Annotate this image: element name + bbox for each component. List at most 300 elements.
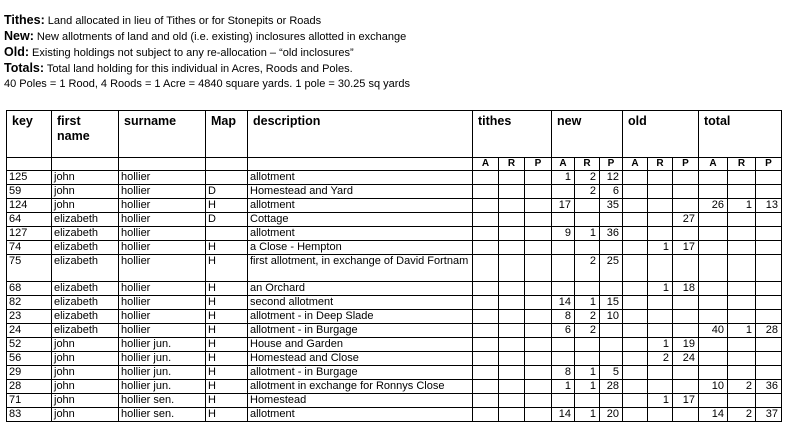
- unit-blank: [119, 158, 206, 171]
- cell-map: H: [206, 310, 248, 324]
- cell-new-poles: [600, 282, 623, 296]
- cell-total-acres: [699, 213, 728, 227]
- table-row: [7, 255, 782, 282]
- cell-total-poles: [756, 338, 782, 352]
- cell-old-poles: [673, 185, 699, 199]
- cell-new-roods: 1: [575, 296, 600, 310]
- cell-new-roods: 1: [575, 380, 600, 394]
- cell-description: allotment in exchange for Ronnys Close: [248, 380, 473, 394]
- cell-old-acres: [623, 171, 648, 185]
- cell-total-acres: [699, 338, 728, 352]
- cell-total-acres: [699, 185, 728, 199]
- cell-surname: hollier: [119, 171, 206, 185]
- cell-first-name: john: [52, 408, 119, 422]
- unit-blank: [52, 158, 119, 171]
- cell-tithes-acres: [473, 241, 499, 255]
- cell-old-roods: [648, 408, 673, 422]
- cell-old-acres: [623, 296, 648, 310]
- cell-new-poles: [600, 338, 623, 352]
- cell-description: Cottage: [248, 213, 473, 227]
- cell-old-roods: [648, 199, 673, 213]
- cell-tithes-poles: [525, 199, 552, 213]
- cell-new-acres: [552, 394, 575, 408]
- cell-map: H: [206, 338, 248, 352]
- cell-total-poles: [756, 255, 782, 282]
- legend-old: [4, 44, 784, 60]
- cell-description: Homestead and Yard: [248, 185, 473, 199]
- cell-old-roods: [648, 324, 673, 338]
- cell-total-roods: [728, 227, 756, 241]
- cell-new-poles: [600, 324, 623, 338]
- cell-new-roods: [575, 241, 600, 255]
- cell-surname: hollier jun.: [119, 380, 206, 394]
- cell-description: allotment - in Burgage: [248, 366, 473, 380]
- cell-map: H: [206, 352, 248, 366]
- cell-old-acres: [623, 213, 648, 227]
- cell-tithes-acres: [473, 324, 499, 338]
- cell-key: 82: [7, 296, 52, 310]
- cell-new-acres: 17: [552, 199, 575, 213]
- table-row: [7, 171, 782, 185]
- cell-map: H: [206, 380, 248, 394]
- cell-new-poles: 15: [600, 296, 623, 310]
- cell-surname: hollier: [119, 310, 206, 324]
- legend-text: Land allocated in lieu of Tithes or for Stonepits or Roads: [44, 15, 322, 27]
- cell-surname: hollier jun.: [119, 352, 206, 366]
- cell-total-acres: [699, 394, 728, 408]
- cell-map: H: [206, 241, 248, 255]
- cell-tithes-roods: [499, 310, 525, 324]
- table-body: [7, 171, 782, 422]
- table-row: [7, 213, 782, 227]
- cell-tithes-acres: [473, 171, 499, 185]
- cell-old-roods: [648, 255, 673, 282]
- cell-first-name: john: [52, 352, 119, 366]
- cell-map: H: [206, 366, 248, 380]
- cell-first-name: elizabeth: [52, 213, 119, 227]
- table-row: [7, 241, 782, 255]
- cell-tithes-acres: [473, 227, 499, 241]
- cell-key: 125: [7, 171, 52, 185]
- cell-old-poles: [673, 227, 699, 241]
- cell-old-poles: [673, 171, 699, 185]
- cell-total-roods: 1: [728, 199, 756, 213]
- cell-total-roods: [728, 171, 756, 185]
- cell-key: 56: [7, 352, 52, 366]
- cell-old-acres: [623, 366, 648, 380]
- cell-total-roods: [728, 394, 756, 408]
- cell-old-roods: [648, 227, 673, 241]
- cell-first-name: elizabeth: [52, 282, 119, 296]
- cell-tithes-acres: [473, 199, 499, 213]
- table-row: [7, 352, 782, 366]
- cell-map: H: [206, 394, 248, 408]
- cell-surname: hollier: [119, 324, 206, 338]
- cell-new-acres: [552, 185, 575, 199]
- cell-total-poles: 13: [756, 199, 782, 213]
- cell-total-poles: 37: [756, 408, 782, 422]
- cell-total-poles: [756, 394, 782, 408]
- legend-text: New allotments of land and old (i.e. existing) inclosures allotted in exchange: [33, 31, 407, 43]
- table-row: [7, 380, 782, 394]
- cell-total-acres: 14: [699, 408, 728, 422]
- cell-total-roods: [728, 366, 756, 380]
- cell-new-poles: 12: [600, 171, 623, 185]
- cell-new-poles: [600, 241, 623, 255]
- cell-old-roods: 1: [648, 241, 673, 255]
- cell-new-roods: 2: [575, 171, 600, 185]
- cell-old-acres: [623, 255, 648, 282]
- cell-old-roods: 2: [648, 352, 673, 366]
- cell-old-poles: 27: [673, 213, 699, 227]
- cell-map: H: [206, 296, 248, 310]
- cell-total-poles: [756, 213, 782, 227]
- cell-new-acres: [552, 255, 575, 282]
- cell-new-roods: [575, 394, 600, 408]
- cell-total-acres: [699, 255, 728, 282]
- cell-old-acres: [623, 394, 648, 408]
- cell-new-acres: [552, 282, 575, 296]
- cell-old-poles: 19: [673, 338, 699, 352]
- unit-roods: R: [575, 158, 600, 171]
- cell-old-poles: [673, 310, 699, 324]
- unit-roods: R: [648, 158, 673, 171]
- cell-first-name: john: [52, 199, 119, 213]
- legend-term: Old:: [4, 45, 29, 59]
- unit-roods: R: [728, 158, 756, 171]
- cell-total-roods: 1: [728, 324, 756, 338]
- cell-old-roods: [648, 213, 673, 227]
- table-row: [7, 296, 782, 310]
- cell-key: 59: [7, 185, 52, 199]
- legend-term: New:: [4, 29, 34, 43]
- cell-key: 52: [7, 338, 52, 352]
- cell-new-poles: [600, 394, 623, 408]
- cell-key: 124: [7, 199, 52, 213]
- cell-surname: hollier: [119, 296, 206, 310]
- cell-total-roods: [728, 310, 756, 324]
- cell-map: D: [206, 185, 248, 199]
- cell-total-acres: [699, 227, 728, 241]
- cell-map: H: [206, 324, 248, 338]
- unit-poles: P: [600, 158, 623, 171]
- cell-new-roods: 1: [575, 408, 600, 422]
- cell-total-poles: [756, 241, 782, 255]
- col-total: total: [699, 111, 782, 158]
- cell-tithes-acres: [473, 394, 499, 408]
- unit-poles: P: [525, 158, 552, 171]
- cell-new-acres: 8: [552, 310, 575, 324]
- cell-tithes-roods: [499, 366, 525, 380]
- legend-term: Tithes:: [4, 13, 45, 27]
- cell-total-poles: [756, 310, 782, 324]
- cell-tithes-roods: [499, 408, 525, 422]
- cell-map: [206, 227, 248, 241]
- cell-new-poles: 20: [600, 408, 623, 422]
- cell-total-roods: 2: [728, 408, 756, 422]
- table-row: [7, 394, 782, 408]
- cell-surname: hollier sen.: [119, 408, 206, 422]
- cell-first-name: elizabeth: [52, 227, 119, 241]
- cell-old-acres: [623, 310, 648, 324]
- cell-key: 127: [7, 227, 52, 241]
- unit-poles: P: [756, 158, 782, 171]
- cell-description: first allotment, in exchange of David Fortnam: [248, 255, 473, 282]
- cell-total-poles: [756, 282, 782, 296]
- table-row: [7, 324, 782, 338]
- cell-old-poles: [673, 366, 699, 380]
- cell-first-name: john: [52, 338, 119, 352]
- cell-first-name: elizabeth: [52, 324, 119, 338]
- unit-acres: A: [699, 158, 728, 171]
- cell-tithes-roods: [499, 380, 525, 394]
- unit-header-row: [7, 158, 782, 171]
- cell-old-roods: [648, 171, 673, 185]
- cell-key: 23: [7, 310, 52, 324]
- cell-tithes-roods: [499, 394, 525, 408]
- cell-tithes-poles: [525, 338, 552, 352]
- cell-total-roods: [728, 185, 756, 199]
- cell-new-roods: [575, 352, 600, 366]
- cell-new-acres: [552, 213, 575, 227]
- cell-tithes-roods: [499, 352, 525, 366]
- cell-description: allotment: [248, 199, 473, 213]
- cell-tithes-acres: [473, 408, 499, 422]
- cell-new-acres: [552, 338, 575, 352]
- cell-old-acres: [623, 324, 648, 338]
- cell-old-roods: [648, 296, 673, 310]
- col-old: old: [623, 111, 699, 158]
- cell-total-acres: [699, 171, 728, 185]
- cell-new-roods: [575, 282, 600, 296]
- cell-tithes-poles: [525, 255, 552, 282]
- cell-new-roods: 2: [575, 324, 600, 338]
- cell-tithes-acres: [473, 380, 499, 394]
- cell-total-poles: [756, 227, 782, 241]
- cell-old-poles: 17: [673, 394, 699, 408]
- table-row: [7, 408, 782, 422]
- cell-total-acres: [699, 241, 728, 255]
- cell-total-poles: [756, 352, 782, 366]
- cell-old-poles: 24: [673, 352, 699, 366]
- cell-new-poles: 35: [600, 199, 623, 213]
- cell-tithes-acres: [473, 282, 499, 296]
- cell-surname: hollier: [119, 185, 206, 199]
- cell-total-acres: [699, 310, 728, 324]
- cell-tithes-poles: [525, 310, 552, 324]
- col-new: new: [552, 111, 623, 158]
- cell-old-roods: 1: [648, 394, 673, 408]
- cell-old-roods: 1: [648, 338, 673, 352]
- cell-old-roods: [648, 380, 673, 394]
- cell-new-poles: [600, 352, 623, 366]
- cell-first-name: john: [52, 171, 119, 185]
- cell-new-poles: 6: [600, 185, 623, 199]
- unit-blank: [248, 158, 473, 171]
- cell-new-roods: 1: [575, 366, 600, 380]
- col-surname: surname: [119, 111, 206, 158]
- cell-tithes-acres: [473, 296, 499, 310]
- cell-new-roods: [575, 213, 600, 227]
- cell-tithes-poles: [525, 408, 552, 422]
- cell-map: D: [206, 213, 248, 227]
- cell-surname: hollier jun.: [119, 366, 206, 380]
- legend-term: Totals:: [4, 61, 45, 75]
- unit-blank: [206, 158, 248, 171]
- cell-new-acres: 1: [552, 380, 575, 394]
- cell-first-name: elizabeth: [52, 310, 119, 324]
- cell-map: H: [206, 282, 248, 296]
- cell-new-acres: 6: [552, 324, 575, 338]
- cell-old-acres: [623, 241, 648, 255]
- cell-total-roods: [728, 282, 756, 296]
- cell-total-poles: [756, 185, 782, 199]
- cell-description: allotment: [248, 171, 473, 185]
- cell-first-name: john: [52, 366, 119, 380]
- cell-new-acres: 9: [552, 227, 575, 241]
- cell-map: [206, 171, 248, 185]
- cell-description: a Close - Hempton: [248, 241, 473, 255]
- col-key: key: [7, 111, 52, 158]
- cell-key: 64: [7, 213, 52, 227]
- cell-total-poles: 36: [756, 380, 782, 394]
- cell-total-poles: [756, 296, 782, 310]
- cell-surname: hollier: [119, 213, 206, 227]
- table-row: [7, 227, 782, 241]
- cell-new-acres: 8: [552, 366, 575, 380]
- cell-key: 75: [7, 255, 52, 282]
- cell-old-poles: [673, 380, 699, 394]
- cell-tithes-acres: [473, 338, 499, 352]
- cell-new-roods: 2: [575, 185, 600, 199]
- cell-tithes-poles: [525, 227, 552, 241]
- cell-key: 24: [7, 324, 52, 338]
- cell-total-acres: 10: [699, 380, 728, 394]
- cell-surname: hollier: [119, 255, 206, 282]
- col-map: Map: [206, 111, 248, 158]
- cell-tithes-poles: [525, 324, 552, 338]
- cell-total-poles: [756, 366, 782, 380]
- cell-description: Homestead and Close: [248, 352, 473, 366]
- cell-surname: hollier: [119, 199, 206, 213]
- table-row: [7, 199, 782, 213]
- cell-tithes-roods: [499, 296, 525, 310]
- cell-first-name: elizabeth: [52, 255, 119, 282]
- unit-blank: [7, 158, 52, 171]
- cell-total-roods: [728, 338, 756, 352]
- unit-poles: P: [673, 158, 699, 171]
- cell-tithes-roods: [499, 282, 525, 296]
- cell-new-poles: 36: [600, 227, 623, 241]
- legend-text: Total land holding for this individual in Acres, Roods and Poles.: [44, 63, 353, 75]
- col-tithes: tithes: [473, 111, 552, 158]
- cell-total-acres: 40: [699, 324, 728, 338]
- cell-new-poles: 10: [600, 310, 623, 324]
- cell-old-poles: [673, 255, 699, 282]
- holdings-table-wrapper: [6, 110, 789, 426]
- cell-tithes-roods: [499, 227, 525, 241]
- table-row: [7, 282, 782, 296]
- cell-tithes-poles: [525, 171, 552, 185]
- cell-old-poles: [673, 324, 699, 338]
- cell-map: H: [206, 255, 248, 282]
- col-description: description: [248, 111, 473, 158]
- cell-new-poles: [600, 213, 623, 227]
- cell-description: second allotment: [248, 296, 473, 310]
- unit-acres: A: [473, 158, 499, 171]
- cell-key: 71: [7, 394, 52, 408]
- cell-new-acres: 1: [552, 171, 575, 185]
- cell-key: 74: [7, 241, 52, 255]
- cell-new-acres: 14: [552, 296, 575, 310]
- cell-description: allotment - in Deep Slade: [248, 310, 473, 324]
- table-row: [7, 338, 782, 352]
- cell-tithes-poles: [525, 185, 552, 199]
- unit-acres: A: [552, 158, 575, 171]
- legend-new: [4, 28, 784, 44]
- cell-tithes-roods: [499, 199, 525, 213]
- cell-tithes-acres: [473, 310, 499, 324]
- cell-map: H: [206, 199, 248, 213]
- cell-total-acres: [699, 282, 728, 296]
- cell-total-roods: [728, 296, 756, 310]
- cell-new-poles: 25: [600, 255, 623, 282]
- cell-tithes-acres: [473, 213, 499, 227]
- cell-first-name: john: [52, 380, 119, 394]
- cell-surname: hollier: [119, 241, 206, 255]
- cell-new-poles: 28: [600, 380, 623, 394]
- cell-old-acres: [623, 408, 648, 422]
- cell-description: allotment: [248, 408, 473, 422]
- cell-description: an Orchard: [248, 282, 473, 296]
- cell-old-poles: [673, 408, 699, 422]
- cell-old-poles: [673, 296, 699, 310]
- cell-description: Homestead: [248, 394, 473, 408]
- cell-first-name: elizabeth: [52, 241, 119, 255]
- cell-tithes-poles: [525, 241, 552, 255]
- cell-old-acres: [623, 185, 648, 199]
- cell-old-acres: [623, 380, 648, 394]
- cell-description: allotment - in Burgage: [248, 324, 473, 338]
- cell-tithes-poles: [525, 380, 552, 394]
- cell-first-name: john: [52, 185, 119, 199]
- cell-total-roods: [728, 352, 756, 366]
- cell-new-poles: 5: [600, 366, 623, 380]
- cell-new-acres: [552, 352, 575, 366]
- cell-old-acres: [623, 199, 648, 213]
- cell-total-roods: [728, 255, 756, 282]
- cell-tithes-roods: [499, 324, 525, 338]
- legend-text: Existing holdings not subject to any re-allocation – “old inclosures”: [29, 47, 354, 59]
- cell-old-acres: [623, 352, 648, 366]
- legend-totals: [4, 60, 784, 76]
- col-first-name: first name: [52, 111, 119, 158]
- cell-key: 83: [7, 408, 52, 422]
- table-row: [7, 185, 782, 199]
- cell-tithes-poles: [525, 213, 552, 227]
- cell-old-roods: [648, 366, 673, 380]
- unit-roods: R: [499, 158, 525, 171]
- cell-total-poles: 28: [756, 324, 782, 338]
- cell-total-acres: [699, 352, 728, 366]
- cell-description: allotment: [248, 227, 473, 241]
- cell-total-roods: [728, 241, 756, 255]
- cell-total-roods: [728, 213, 756, 227]
- cell-tithes-acres: [473, 366, 499, 380]
- cell-total-poles: [756, 171, 782, 185]
- cell-new-roods: 2: [575, 310, 600, 324]
- cell-new-roods: [575, 338, 600, 352]
